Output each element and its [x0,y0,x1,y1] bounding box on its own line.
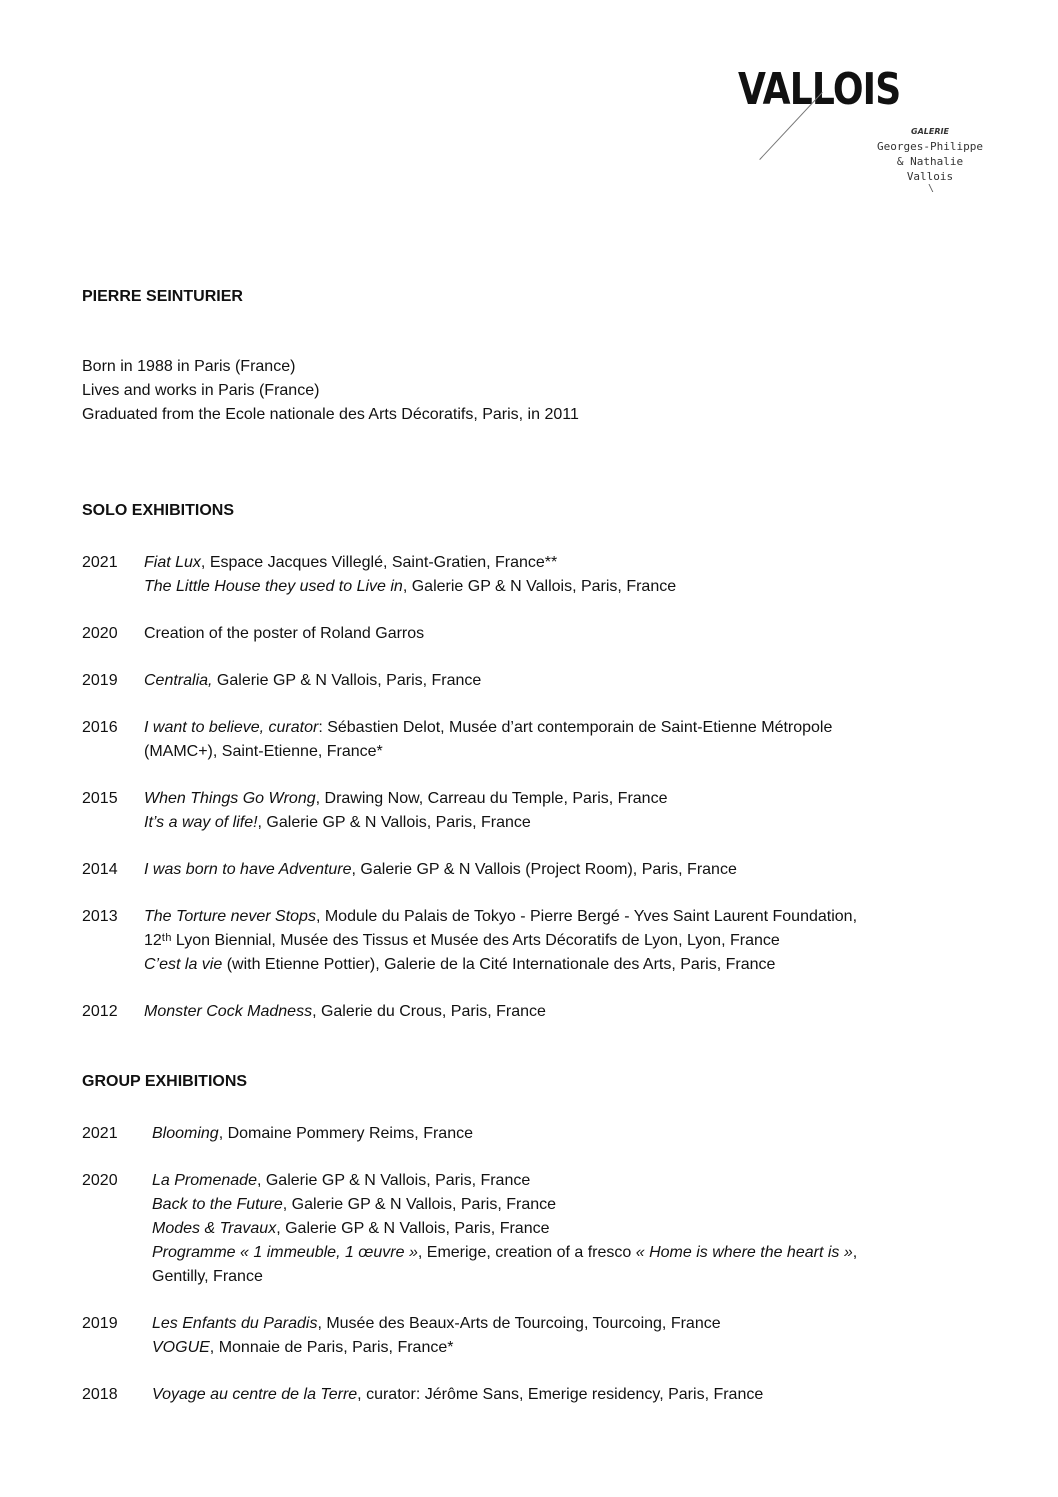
exhibition-line [144,716,982,740]
bio-born: Born in 1988 in Paris (France) [82,358,296,375]
exhibition-entry [82,1383,982,1407]
exhibition-detail-text: Creation of the poster of Roland Garros [144,625,425,642]
exhibition-line [144,905,982,929]
exhibition-line [152,1312,982,1336]
exhibition-line [144,858,982,882]
logo-line-1: Georges-Philippe [877,140,983,153]
exhibition-title-text: Fiat Lux [144,554,201,571]
exhibition-title-text: The Little House they used to Live in [144,578,403,595]
exhibition-line [144,1000,982,1024]
exhibition-entry [82,1000,982,1024]
exhibition-entry [82,787,982,835]
exhibition-lines [144,1000,982,1024]
logo-subtitle [868,124,992,184]
exhibition-detail-text: Gentilly, France [152,1268,263,1285]
exhibition-lines [144,622,982,646]
exhibition-title-text: Blooming [152,1125,219,1142]
exhibition-lines [152,1312,982,1360]
exhibition-line [152,1336,982,1360]
exhibition-detail-text: , Domaine Pommery Reims, France [218,1125,473,1142]
group-exhibitions-list [82,1122,982,1407]
exhibition-title-text: It’s a way of life! [144,814,258,831]
exhibition-entry [82,905,982,977]
exhibition-year: 2020 [82,1172,118,1189]
exhibition-detail-text: : Sébastien Delot, Musée d’art contemporain de Saint-Etienne Métropole [318,719,833,736]
exhibition-entry [82,1122,982,1146]
exhibition-title-text: La Promenade [152,1172,257,1189]
exhibition-title-text: I want to believe, curator [144,719,319,736]
exhibition-detail-text: , Emerige, creation of a fresco [417,1244,636,1261]
exhibition-line [144,953,982,977]
exhibition-entry [82,669,982,693]
exhibition-year: 2019 [82,672,118,689]
exhibition-year: 2013 [82,908,118,925]
exhibition-detail-text: , Musée des Beaux-Arts de Tourcoing, Tourcoing, France [317,1315,721,1332]
exhibition-line [144,787,982,811]
exhibition-lines [152,1122,982,1146]
exhibition-line [152,1193,982,1217]
logo-line-3: Vallois [906,170,954,183]
exhibition-detail-text: , [852,1244,858,1261]
exhibition-lines [144,858,982,882]
exhibition-title-text: C’est la vie [144,956,223,973]
exhibition-entry [82,622,982,646]
exhibition-detail-text: (with Etienne Pottier), Galerie de la Cité Internationale des Arts, Paris, France [222,956,776,973]
cv-content [82,285,982,1430]
exhibition-line [144,811,982,835]
exhibition-detail-text: , Drawing Now, Carreau du Temple, Paris, France [315,790,668,807]
logo-tick-mark: \ [928,183,935,194]
exhibition-detail-text: , Galerie GP & N Vallois, Paris, France [256,1172,531,1189]
exhibition-line [152,1383,982,1407]
logo-wordmark: VALLOIS [738,64,901,115]
exhibition-title-text: Les Enfants du Paradis [152,1315,318,1332]
exhibition-line [144,622,982,646]
exhibition-title-text: Centralia, [144,672,213,689]
exhibition-lines [152,1383,982,1407]
exhibition-detail-text: , Galerie GP & N Vallois, Paris, France [276,1220,550,1237]
exhibition-entry [82,1169,982,1289]
exhibition-line [144,740,982,764]
exhibition-line [144,575,982,599]
exhibition-detail-text: , Monnaie de Paris, Paris, France* [209,1339,454,1356]
exhibition-title-text: Voyage au centre de la Terre [152,1386,358,1403]
artist-name: PIERRE SEINTURIER [82,288,243,305]
exhibition-lines [144,551,982,599]
group-exhibitions-title: GROUP EXHIBITIONS [82,1073,248,1090]
exhibition-detail-text: , Espace Jacques Villeglé, Saint-Gratien, France** [200,554,558,571]
exhibition-lines [144,787,982,835]
exhibition-detail-text: , Galerie GP & N Vallois, Paris, France [282,1196,557,1213]
solo-exhibitions-title: SOLO EXHIBITIONS [82,502,235,519]
exhibition-year: 2020 [82,625,118,642]
exhibition-detail-text: , Galerie du Crous, Paris, France [312,1003,546,1020]
exhibition-entry [82,551,982,599]
exhibition-title-text: Programme « 1 immeuble, 1 œuvre » [152,1244,418,1261]
exhibition-year: 2012 [82,1003,118,1020]
exhibition-title-text: When Things Go Wrong [144,790,316,807]
exhibition-year: 2014 [82,861,118,878]
exhibition-line [152,1265,982,1289]
exhibition-detail-text: , Galerie GP & N Vallois, Paris, France [402,578,677,595]
exhibition-line [152,1217,982,1241]
exhibition-detail-text: , Galerie GP & N Vallois, Paris, France [257,814,531,831]
exhibition-lines [144,716,982,764]
exhibition-lines [152,1169,982,1289]
solo-exhibitions-list [82,551,982,1024]
exhibition-year: 2015 [82,790,118,807]
exhibition-year: 2018 [82,1386,118,1403]
exhibition-year: 2016 [82,719,118,736]
exhibition-title-text: « Home is where the heart is » [635,1244,853,1261]
exhibition-title-text: Modes & Travaux [152,1220,277,1237]
exhibition-line [152,1169,982,1193]
artist-bio [82,355,982,427]
exhibition-lines [144,905,982,977]
exhibition-title-text: I was born to have Adventure [144,861,352,878]
exhibition-detail-text: (MAMC+), Saint-Etienne, France* [144,743,383,760]
bio-lives: Lives and works in Paris (France) [82,382,320,399]
exhibition-detail-text: , Module du Palais de Tokyo - Pierre Bergé - Yves Saint Laurent Foundation, [315,908,858,925]
exhibition-detail-text: Galerie GP & N Vallois, Paris, France [212,672,482,689]
exhibition-year: 2021 [82,1125,118,1142]
exhibition-year: 2021 [82,554,118,571]
exhibition-line [152,1122,982,1146]
exhibition-title-text: The Torture never Stops [144,908,316,925]
exhibition-year: 2019 [82,1315,118,1332]
bio-graduated: Graduated from the Ecole nationale des Arts Décoratifs, Paris, in 2011 [82,406,579,423]
gallery-logo [738,66,998,196]
exhibition-entry [82,1312,982,1360]
exhibition-title-text: Back to the Future [152,1196,283,1213]
exhibition-lines [144,669,982,693]
exhibition-detail-text: , Galerie GP & N Vallois (Project Room), Paris, France [351,861,737,878]
exhibition-title-text: VOGUE [152,1339,210,1356]
exhibition-line [144,551,982,575]
exhibition-detail-text: , curator [357,1386,416,1403]
exhibition-detail-text: 12ᵗʰ Lyon Biennial, Musée des Tissus et Musée des Arts Décoratifs de Lyon, Lyon, France [144,932,780,949]
exhibition-line [152,1241,982,1265]
logo-galerie: GALERIE [911,127,949,136]
exhibition-entry [82,858,982,882]
logo-line-2: & Nathalie [896,155,964,168]
exhibition-entry [82,716,982,764]
exhibition-detail-text: : Jérôme Sans, Emerige residency, Paris, France [415,1386,764,1403]
exhibition-title-text: Monster Cock Madness [144,1003,313,1020]
exhibition-line [144,669,982,693]
exhibition-line [144,929,982,953]
